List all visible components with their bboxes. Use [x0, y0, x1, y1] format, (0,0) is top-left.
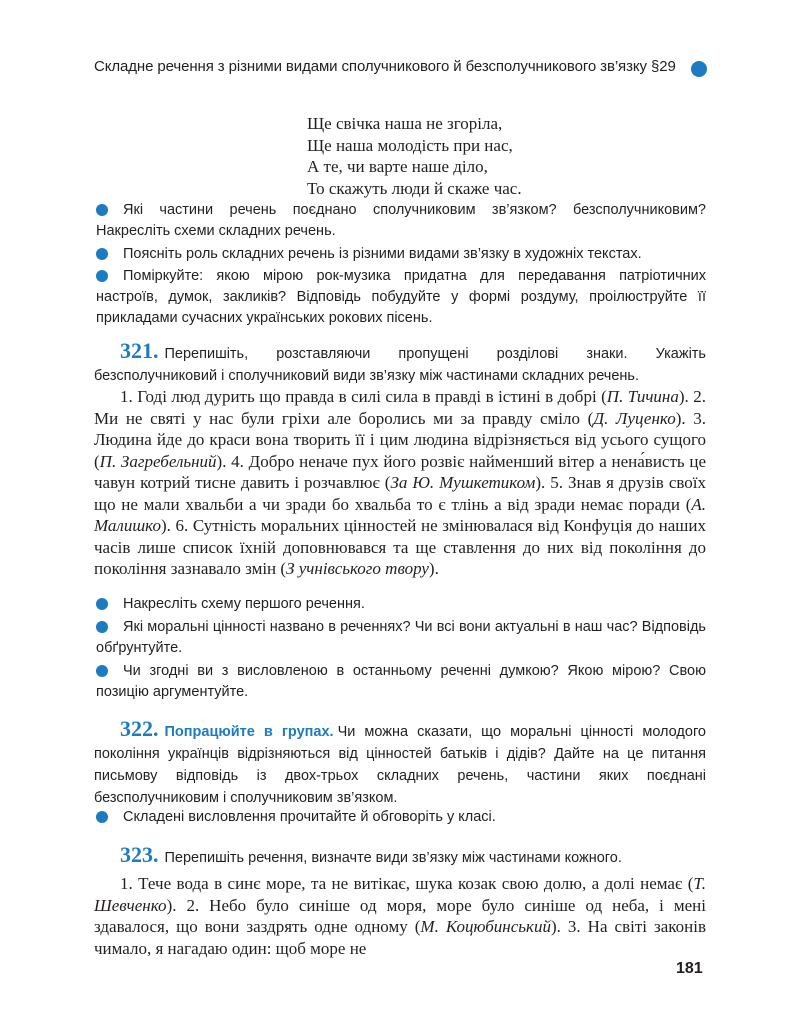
question-item	[96, 200, 706, 242]
header-marker-icon	[691, 61, 707, 77]
task-321	[94, 340, 706, 387]
author-name: З учнівського твору	[286, 559, 429, 578]
question-item	[96, 266, 706, 329]
task-322	[94, 718, 706, 809]
task-instruction: Перепишіть речення, визначте види зв’язку між частинами кожного.	[164, 850, 622, 866]
author-name: А. Малишко	[94, 494, 706, 535]
task-number: 322.	[120, 716, 159, 741]
question-item	[96, 807, 706, 828]
question-item	[96, 617, 706, 659]
question-text: Складені висловлення прочитайте й обговоріть у класі.	[123, 809, 496, 825]
group-work-label: Попрацюйте в групах.	[164, 724, 334, 740]
page-number: 181	[676, 960, 703, 977]
task-323	[94, 844, 706, 869]
author-name: Д. Луценко	[593, 408, 676, 428]
poem-line: Ще наша молодість при нас,	[307, 135, 513, 155]
exercise-text: ). 6. Сутність моральних цінностей не змінювалася від Конфуція до наших часів лише список їхній доповнювався та ще ставлення до них від покоління до покоління зазнавало змін (	[94, 516, 706, 578]
question-item	[96, 244, 706, 265]
task-number: 321.	[120, 338, 159, 363]
running-header: Складне речення з різними видами сполучникового й безсполучникового зв’язку §29	[94, 58, 676, 75]
author-name: За Ю. Мушкетиком	[390, 473, 536, 492]
exercise-text: 1. Тече вода в синє море, та не витікає, шука козак свою долю, а долі немає (	[120, 874, 694, 893]
poem-line: Ще свічка наша не згоріла,	[307, 114, 503, 133]
exercise-text: ). 3. Людина йде до краси вона творить її і цим людина відрізняється від усього сущого (	[94, 408, 706, 471]
bullet-icon	[96, 665, 108, 677]
exercise-321	[94, 386, 706, 580]
question-text: Поясніть роль складних речень із різними видами зв’язку в художніх текстах.	[123, 246, 642, 262]
author-name: П. Тичина	[606, 387, 679, 406]
question-text: Поміркуйте: якою мірою рок-музика придатна для передавання патріотичних настроїв, думок, закликів? Відповідь побудуйте у формі роздуму, проілюструйте її прикладами сучасних українських рокових пісень.	[96, 268, 706, 326]
exercise-text: 1. Годі люд дурить що правда в силі сила в правді в істині в добрі (	[120, 387, 607, 406]
poem	[307, 113, 522, 199]
bullet-icon	[96, 811, 108, 823]
question-text: Які моральні цінності названо в реченнях? Чи всі вони актуальні в наш час? Відповідь обґрунтуйте.	[96, 619, 706, 656]
question-text: Чи згодні ви з висловленою в останньому реченні думкою? Якою мірою? Свою позицію аргументуйте.	[96, 663, 706, 700]
question-item	[96, 661, 706, 703]
exercise-text: ). 2. Ми не святі у нас були гріхи але боролись ми за правду сміло (	[94, 387, 706, 428]
question-text: Накресліть схему першого речення.	[123, 596, 365, 612]
bullet-icon	[96, 270, 108, 282]
bullet-icon	[96, 598, 108, 610]
task-instruction: Чи можна сказати, що моральні цінності молодого покоління українців відрізняються від цінностей батьків і дідів? Дайте на це питання письмову відповідь із двох-трьох складних речень, частини яких поєднані безсполучниковим і сполучниковим зв’язком.	[94, 724, 706, 806]
author-name: М. Коцюбинський	[420, 917, 551, 936]
exercise-text: ).	[428, 559, 439, 578]
question-text: Які частини речень поєднано сполучниковим зв’язком? безсполучниковим? Накресліть схеми складних речень.	[96, 202, 706, 239]
author-name: П. Загребельний	[99, 451, 217, 471]
bullet-icon	[96, 248, 108, 260]
exercise-text: ). 5. Знав я друзів своїх що не мали хвальби а чи зради бо хвальба то є тлінь а від зради немає поради (	[94, 473, 706, 514]
task-number: 323.	[120, 842, 159, 867]
bullet-icon	[96, 621, 108, 633]
exercise-text: ). 4. Добро неначе пух його розвіє найменший вітер а нена́висть це чавун котрий тисне давить і розчавлює (	[94, 451, 707, 492]
bullet-icon	[96, 204, 108, 216]
author-name: Т. Шевченко	[94, 874, 706, 915]
task-instruction: Перепишіть, розставляючи пропущені розділові знаки. Укажіть безсполучниковий і сполучниковий види зв’язку між частинами складних речень.	[94, 346, 706, 384]
question-item	[96, 594, 706, 615]
exercise-text: ). 2. Небо було синіше од моря, море було синіше од неба, і мені здавалося, що вони заздрять одне одному (	[94, 895, 706, 936]
poem-line: А те, чи варте наше діло,	[307, 157, 488, 176]
exercise-text: ). 3. На світі законів чимало, я нагадаю один: щоб море не	[94, 917, 706, 958]
poem-line: То скажуть люди й скаже час.	[307, 178, 522, 198]
exercise-323	[94, 873, 706, 959]
